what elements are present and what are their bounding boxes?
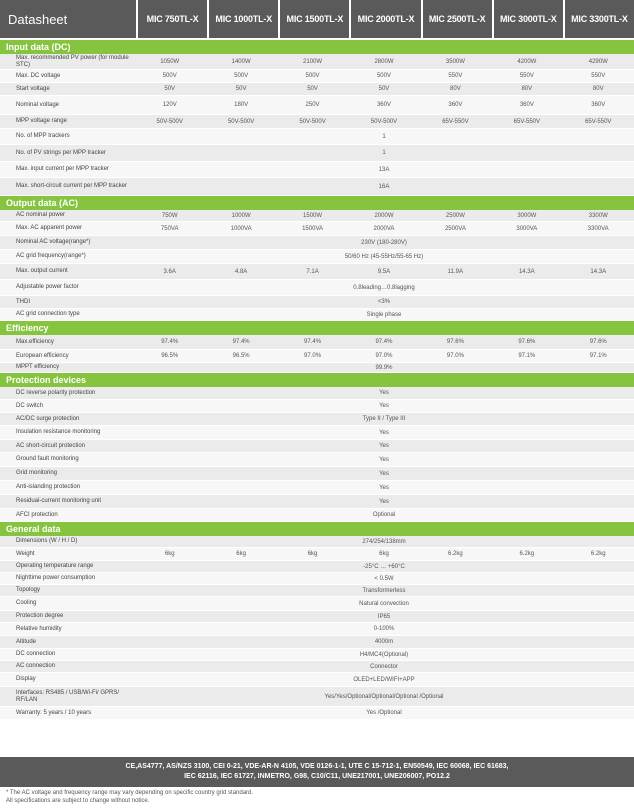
value-cell: 50V	[235, 86, 247, 92]
value-cell: 50V-500V	[370, 118, 398, 125]
value-cell: 9.5A	[377, 268, 391, 275]
value-cell: 11.9A	[447, 268, 464, 275]
value-cell: 50V-500V	[299, 118, 326, 125]
value-cell: 2100W	[303, 58, 323, 65]
table-row	[0, 623, 634, 636]
shared-value-cell: Type II / Type III	[362, 416, 406, 422]
table-row	[0, 453, 634, 467]
table-row	[0, 250, 634, 264]
row-label: MPP voltage range	[16, 118, 67, 125]
shared-value-cell: 99.9%	[375, 364, 393, 371]
row-label: Max. AC apparent power	[16, 225, 83, 232]
row-label: Max. recommended PV power (for module STC)	[16, 55, 129, 68]
value-cell: 4200W	[517, 58, 537, 65]
value-cell: 7.1A	[306, 268, 319, 275]
section-header: Protection devices	[0, 373, 634, 387]
row-label: Weight	[16, 550, 35, 557]
row-label: Max. output current	[16, 268, 68, 275]
value-cell: 550V	[591, 73, 606, 79]
value-cell: 360V	[448, 102, 463, 108]
table-row	[0, 210, 634, 222]
value-cell: 550V	[448, 73, 463, 79]
shared-value-cell: Yes	[379, 429, 389, 436]
row-label: Adjustable power factor	[16, 284, 79, 291]
shared-value-cell: 1	[382, 133, 386, 140]
table-row	[0, 162, 634, 178]
table-row	[0, 585, 634, 597]
datasheet-header	[0, 0, 634, 38]
row-label: Protection degree	[16, 613, 64, 620]
value-cell: 750W	[161, 212, 178, 219]
row-label: AC connection	[16, 663, 56, 670]
row-label: Interfaces: RS485 / USB/Wi-Fi/ GPRS/ RF/LAN	[16, 690, 120, 703]
row-label: AC nominal power	[16, 212, 66, 219]
certifications-line: CE,AS4777, AS/NZS 3100, CEI 0-21, VDE-AR-N 4105, VDE 0126-1-1, UTE C 15-712-1, EN50549, IEC 60068, IEC 61683,	[125, 763, 509, 770]
table-row	[0, 83, 634, 96]
certifications-bar	[0, 757, 634, 787]
row-label: Nominal AC voltage(range*)	[16, 239, 91, 246]
shared-value-cell: 230V (180-280V)	[361, 239, 407, 246]
footnotes	[6, 789, 253, 805]
table-row	[0, 296, 634, 309]
value-cell: 65V-550V	[513, 118, 540, 125]
shared-value-cell: Yes	[379, 443, 389, 449]
table-row	[0, 280, 634, 296]
shared-value-cell: Connector	[370, 663, 398, 670]
value-cell: 1000W	[231, 212, 251, 219]
shared-value-cell: Transformerless	[362, 587, 406, 594]
table-row	[0, 548, 634, 561]
row-label: Topology	[16, 587, 41, 594]
shared-value-cell: -25°C … +60°C	[363, 563, 405, 570]
table-row	[0, 561, 634, 573]
section-header: General data	[0, 522, 634, 536]
table-row	[0, 707, 634, 720]
table-row	[0, 673, 634, 687]
value-cell: 6.2kg	[590, 551, 606, 557]
table-row	[0, 70, 634, 83]
row-label: AFCI protection	[16, 511, 58, 518]
table-row	[0, 129, 634, 145]
shared-value-cell: 50/60 Hz (45-55Hz/55-65 Hz)	[344, 253, 424, 260]
shared-value-cell: Yes	[379, 498, 389, 505]
shared-value-cell: Yes/Yes/Optional/Optional/Optional /Optional	[324, 693, 444, 700]
value-cell: 97.1%	[518, 353, 536, 359]
shared-value-cell: H4/MC4(Optional)	[359, 651, 409, 658]
model-header: MIC 3300TL-X	[565, 0, 634, 38]
shared-value-cell: IP65	[377, 613, 391, 620]
section-header: Input data (DC)	[0, 40, 634, 54]
value-cell: 750VA	[160, 225, 179, 232]
value-cell: 80V	[521, 86, 533, 92]
value-cell: 1500VA	[302, 225, 323, 232]
value-cell: 14.3A	[590, 268, 607, 275]
table-row	[0, 145, 634, 162]
row-label: No. of PV strings per MPP tracker	[16, 149, 106, 156]
row-label: Ground fault monitoring	[16, 456, 79, 463]
shared-value-cell: Optional	[372, 512, 396, 518]
value-cell: 97.0%	[375, 353, 393, 359]
model-header: MIC 2000TL-X	[351, 0, 420, 38]
table-row	[0, 222, 634, 236]
row-label: AC short-circuit protection	[16, 442, 86, 449]
row-label: AC grid connection type	[16, 311, 80, 318]
section-header: Efficiency	[0, 321, 634, 335]
shared-value-cell: Yes	[379, 390, 389, 396]
row-label: AC grid frequency(range*)	[16, 253, 86, 260]
value-cell: 360V	[591, 102, 606, 108]
table-row	[0, 54, 634, 70]
shared-value-cell: 1	[382, 150, 386, 156]
row-label: Operating temperature range	[16, 563, 94, 570]
table-row	[0, 649, 634, 661]
value-cell: 6.2kg	[519, 551, 535, 557]
value-cell: 500V	[162, 73, 177, 79]
value-cell: 500V	[376, 73, 391, 79]
row-label: DC connection	[16, 651, 56, 658]
certifications-line: IEC 62116, IEC 61727, INMETRO, G98, C10/C11, UNE217001, UNE206007, PO12.2	[184, 773, 450, 780]
value-cell: 97.6%	[589, 339, 607, 345]
row-label: THDI	[16, 298, 30, 305]
shared-value-cell: Yes	[379, 470, 389, 477]
value-cell: 50V-500V	[156, 118, 183, 125]
table-row	[0, 636, 634, 649]
table-row	[0, 363, 634, 373]
table-row	[0, 426, 634, 440]
value-cell: 97.4%	[161, 339, 179, 345]
shared-value-cell: Yes	[379, 484, 389, 491]
value-cell: 3300W	[588, 212, 608, 219]
row-label: Max. input current per MPP tracker	[16, 166, 109, 173]
shared-value-cell: Yes	[379, 456, 389, 463]
value-cell: 250V	[305, 102, 320, 108]
value-cell: 97.6%	[518, 339, 536, 345]
table-row	[0, 178, 634, 196]
shared-value-cell: 4000m	[374, 639, 394, 645]
model-header: MIC 750TL-X	[138, 0, 207, 38]
value-cell: 500V	[234, 73, 249, 79]
value-cell: 97.0%	[446, 353, 464, 359]
datasheet-title: Datasheet	[0, 0, 136, 38]
value-cell: 97.6%	[446, 339, 464, 345]
value-cell: 50V-500V	[227, 118, 255, 125]
value-cell: 2800W	[374, 58, 394, 65]
value-cell: 50V	[378, 86, 390, 92]
model-header: MIC 1000TL-X	[209, 0, 278, 38]
table-row	[0, 573, 634, 585]
row-label: Max. short-circuit current per MPP tracker	[16, 183, 127, 190]
row-label: Insulation resistance monitoring	[16, 429, 101, 436]
value-cell: 6kg	[236, 551, 246, 557]
value-cell: 6.2kg	[448, 551, 463, 557]
shared-value-cell: Natural convection	[359, 600, 409, 607]
row-label: DC switch	[16, 402, 44, 409]
row-label: Max.efficiency	[16, 338, 54, 345]
value-cell: 1050W	[160, 58, 180, 65]
row-label: AC/DC surge protection	[16, 415, 80, 422]
shared-value-cell: Single phase	[366, 311, 402, 318]
table-row	[0, 467, 634, 481]
row-label: Max. DC voltage	[16, 72, 61, 79]
row-label: Relative humidity	[16, 625, 62, 632]
value-cell: 180V	[234, 102, 249, 108]
value-cell: 97.1%	[589, 353, 607, 359]
value-cell: 6kg	[307, 551, 318, 557]
value-cell: 6kg	[164, 551, 175, 557]
value-cell: 96.5%	[232, 353, 250, 359]
section-header: Output data (AC)	[0, 196, 634, 210]
spec-table	[0, 40, 634, 720]
table-row	[0, 335, 634, 350]
row-label: Grid monitoring	[16, 470, 58, 477]
value-cell: 80V	[592, 86, 604, 92]
value-cell: 2500VA	[444, 225, 466, 232]
shared-value-cell: 16A	[378, 183, 390, 190]
table-row	[0, 264, 634, 280]
model-header: MIC 3000TL-X	[494, 0, 563, 38]
table-row	[0, 611, 634, 623]
table-row	[0, 309, 634, 321]
table-row	[0, 115, 634, 129]
value-cell: 3000W	[517, 212, 537, 219]
value-cell: 80V	[450, 86, 461, 92]
row-label: Cooling	[16, 600, 37, 607]
row-label: Altitude	[16, 638, 37, 645]
table-row	[0, 687, 634, 707]
value-cell: 65V-550V	[442, 118, 469, 125]
row-label: Start voltage	[16, 85, 50, 92]
footnote-line: * The AC voltage and frequency range may vary depending on specific country grid standard.	[6, 790, 254, 796]
value-cell: 550V	[519, 73, 534, 79]
row-label: MPPT efficiency	[16, 364, 60, 371]
table-row	[0, 481, 634, 495]
shared-value-cell: 274/254/138mm	[362, 538, 406, 545]
value-cell: 1000VA	[230, 225, 252, 232]
value-cell: 97.4%	[375, 339, 393, 345]
value-cell: 96.5%	[161, 353, 179, 359]
table-row	[0, 413, 634, 426]
row-label: Anti-islanding protection	[16, 484, 81, 491]
value-cell: 2000VA	[373, 225, 395, 232]
shared-value-cell: 13A	[378, 166, 390, 173]
table-row	[0, 495, 634, 509]
value-cell: 3300VA	[587, 225, 609, 232]
value-cell: 6kg	[379, 551, 389, 557]
table-row	[0, 509, 634, 522]
table-row	[0, 400, 634, 413]
value-cell: 14.3A	[518, 268, 535, 275]
shared-value-cell: < 0.5W	[374, 575, 394, 582]
shared-value-cell: 0.8leading…0.8lagging	[353, 284, 415, 291]
value-cell: 120V	[162, 102, 177, 108]
table-row	[0, 96, 634, 115]
row-label: Nighttime power consumption	[16, 575, 96, 582]
value-cell: 50V	[164, 86, 176, 92]
footnote-line: All specifications are subject to change without notice.	[6, 798, 150, 804]
row-label: Residual-current monitoring unit	[16, 498, 102, 505]
table-row	[0, 236, 634, 250]
model-header: MIC 2500TL-X	[423, 0, 492, 38]
value-cell: 360V	[519, 102, 534, 108]
value-cell: 97.4%	[232, 339, 250, 345]
value-cell: 65V-550V	[585, 118, 612, 125]
shared-value-cell: OLED+LED/WIFI+APP	[353, 676, 415, 683]
value-cell: 3.6A	[163, 268, 176, 275]
shared-value-cell: 0-100%	[373, 626, 395, 632]
value-cell: 2000W	[374, 212, 394, 219]
row-label: DC reverse polarity protection	[16, 389, 96, 396]
row-label: Display	[16, 676, 36, 683]
value-cell: 3500W	[445, 58, 465, 65]
value-cell: 500V	[305, 73, 320, 79]
value-cell: 360V	[376, 102, 391, 108]
row-label: No. of MPP trackers	[16, 133, 70, 140]
value-cell: 3000VA	[516, 225, 538, 232]
row-label: European efficiency	[16, 352, 69, 359]
shared-value-cell: Yes /Optional	[366, 710, 402, 716]
value-cell: 1500W	[303, 212, 323, 219]
value-cell: 97.4%	[304, 339, 322, 345]
model-header: MIC 1500TL-X	[280, 0, 349, 38]
row-label: Warranty: 5 years / 10 years	[16, 709, 92, 716]
value-cell: 2500W	[445, 212, 465, 219]
value-cell: 4290W	[588, 58, 608, 65]
table-row	[0, 350, 634, 363]
table-row	[0, 440, 634, 453]
shared-value-cell: Yes	[379, 403, 389, 409]
row-label: Nominal voltage	[16, 101, 60, 108]
value-cell: 4.8A	[234, 268, 248, 275]
shared-value-cell: <3%	[377, 299, 391, 305]
value-cell: 97.0%	[304, 353, 322, 359]
value-cell: 50V	[307, 86, 318, 92]
table-row	[0, 387, 634, 400]
table-row	[0, 536, 634, 548]
value-cell: 1400W	[231, 58, 251, 65]
row-label: Dimensions (W / H / D)	[16, 538, 78, 545]
table-row	[0, 661, 634, 673]
table-row	[0, 597, 634, 611]
